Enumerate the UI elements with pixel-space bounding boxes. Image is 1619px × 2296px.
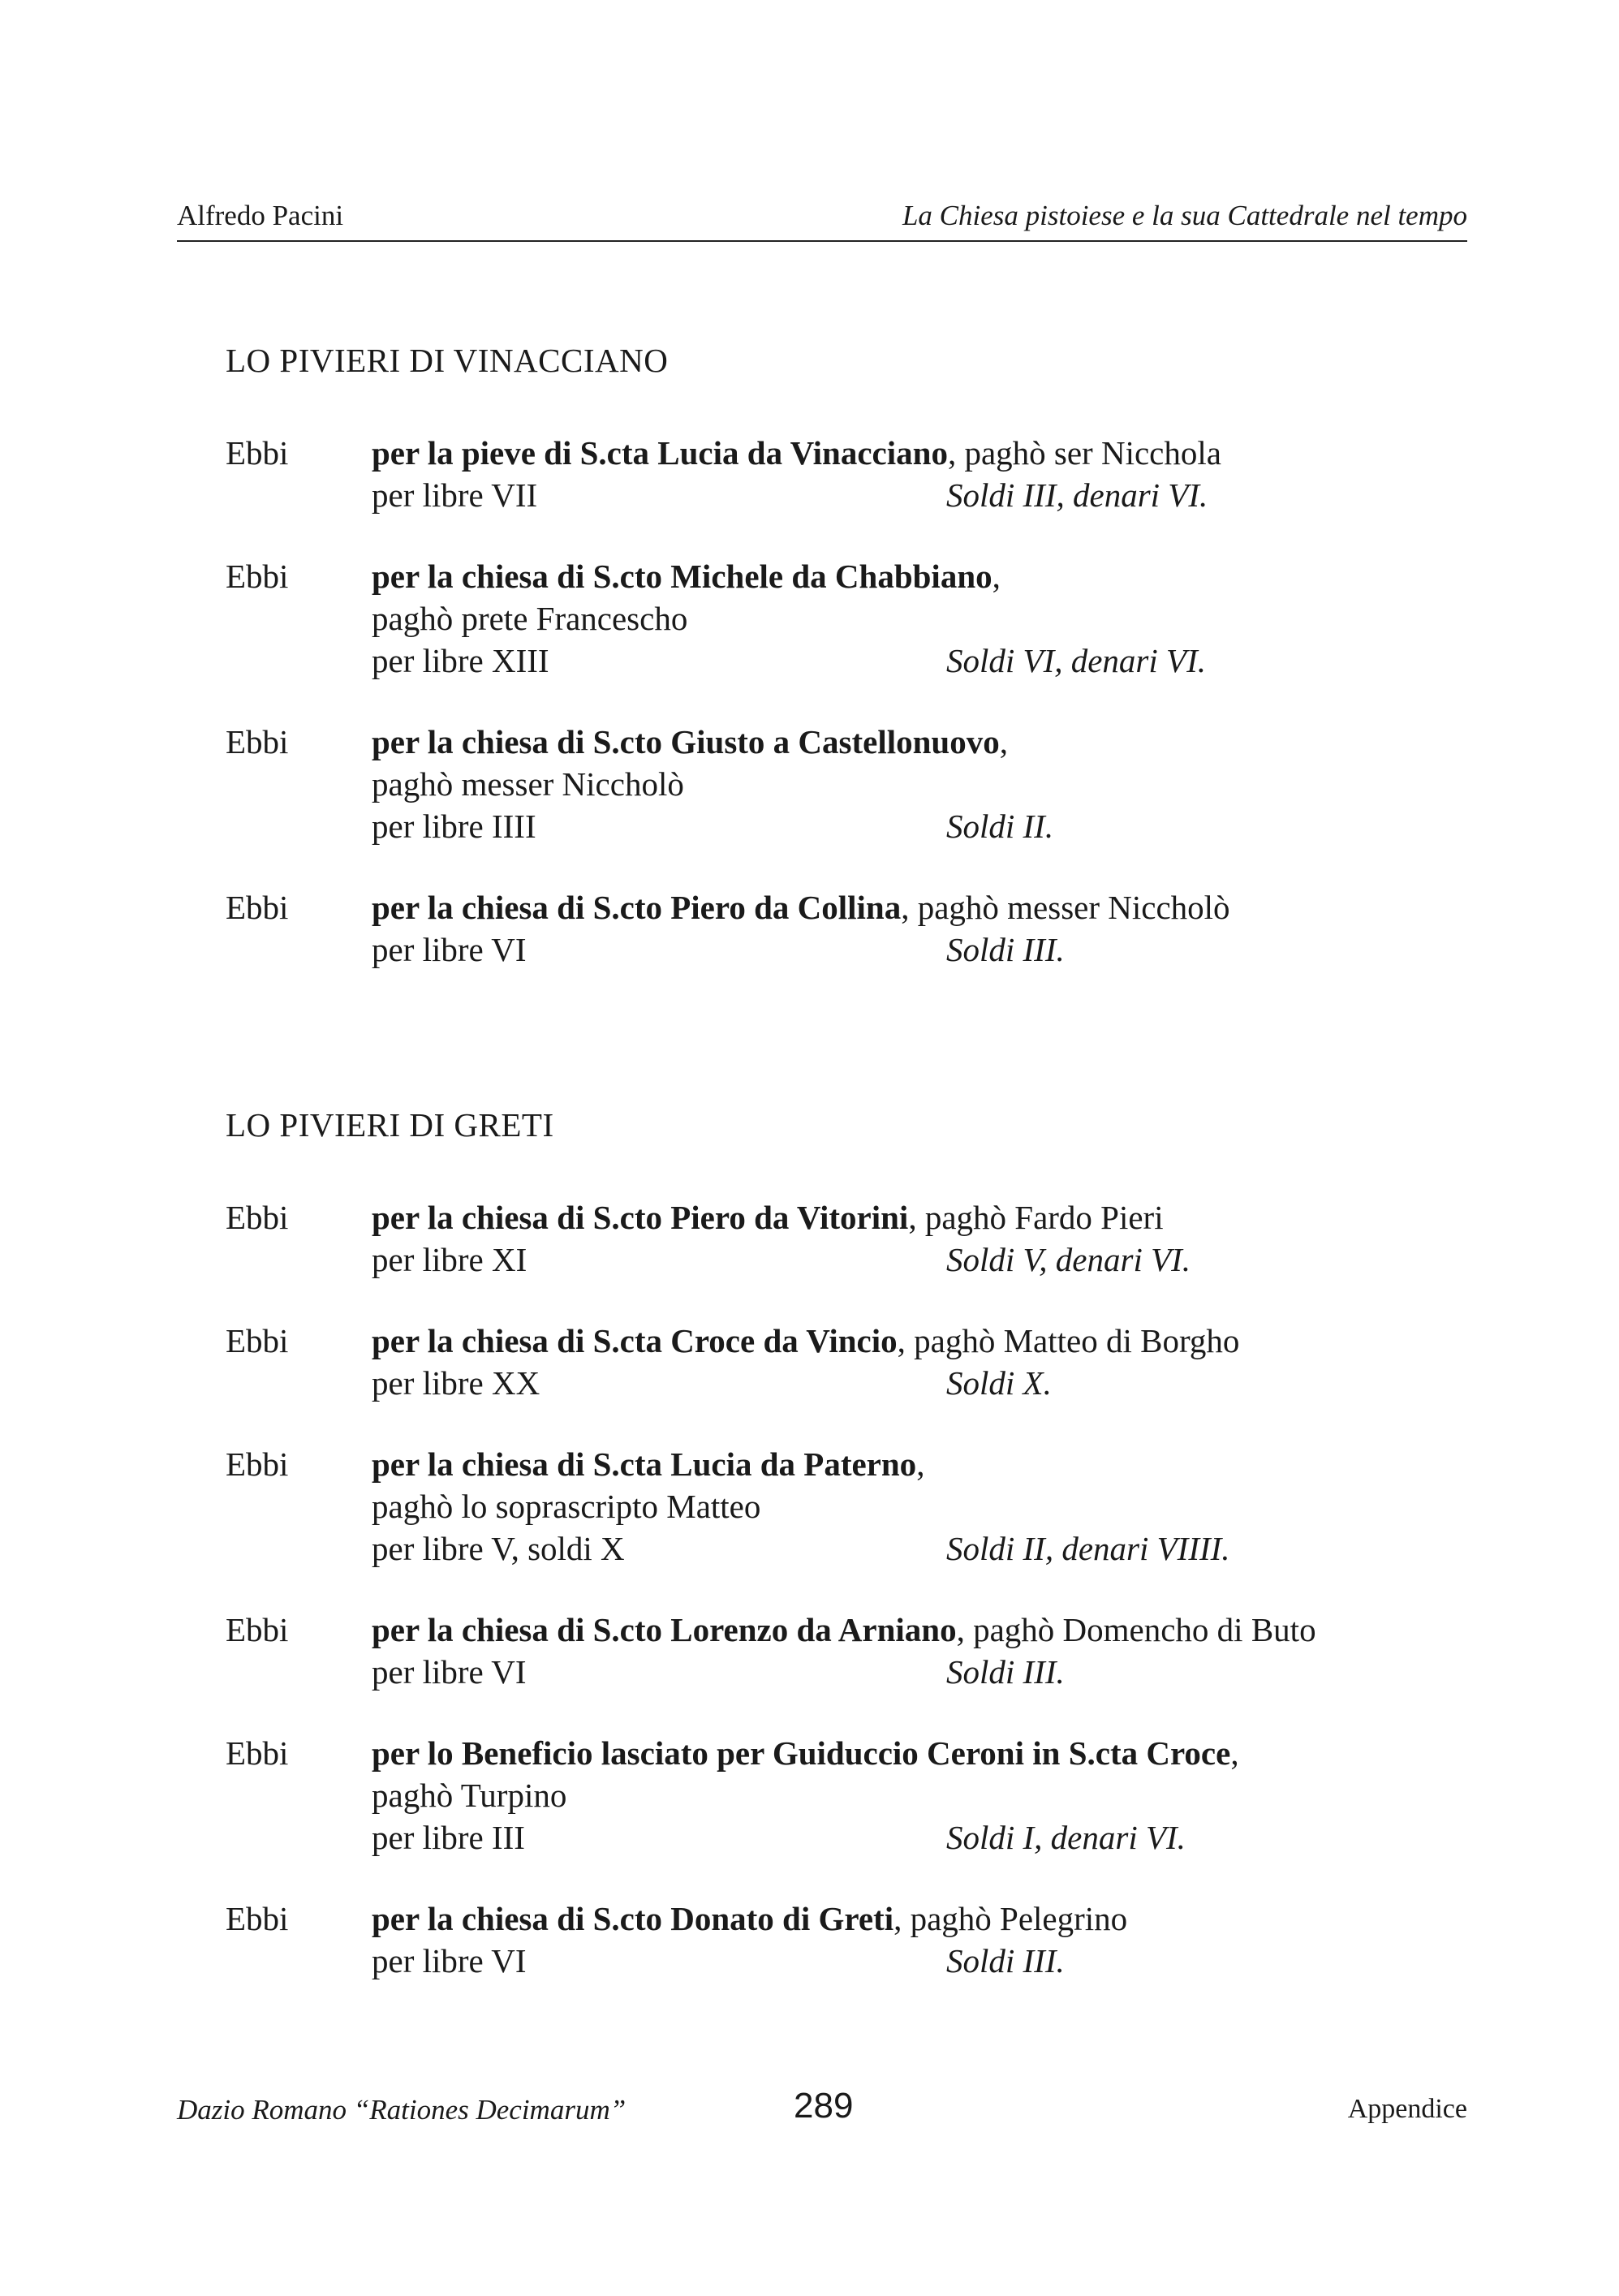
- entry-payer: , paghò Matteo di Borgho: [897, 1322, 1240, 1359]
- entry-payer: , paghò Fardo Pieri: [908, 1199, 1164, 1236]
- entry-libre: per libre VI: [372, 1942, 527, 1979]
- entry-church: per la chiesa di S.cta Lucia da Paterno: [372, 1445, 917, 1483]
- entry-soldi: Soldi I, denari VI.: [946, 1819, 1186, 1856]
- entry-payer: , paghò messer Niccholò: [901, 889, 1230, 926]
- page-footer: [177, 2086, 1467, 2134]
- header-title: La Chiesa pistoiese e la sua Cattedrale nel tempo: [902, 200, 1467, 231]
- entry-church: per la chiesa di S.cto Piero da Collina: [372, 889, 902, 926]
- entry: [226, 1898, 1492, 1982]
- entry-lead: Ebbi: [226, 1445, 289, 1483]
- entry-lead: Ebbi: [226, 1322, 289, 1359]
- entry: [226, 1732, 1492, 1859]
- footer-section: Appendice: [1347, 2094, 1467, 2124]
- entry-lead: Ebbi: [226, 1734, 289, 1772]
- entry-payer-line: paghò prete Francescho: [372, 600, 688, 637]
- entry-church: per la chiesa di S.cto Lorenzo da Arniano: [372, 1611, 957, 1648]
- entry-soldi: Soldi X.: [946, 1364, 1052, 1402]
- entry-lead: Ebbi: [226, 1900, 289, 1937]
- entry-soldi: Soldi III.: [946, 931, 1065, 968]
- entry-payer-line: paghò Turpino: [372, 1777, 567, 1814]
- entry-church: per la chiesa di S.cta Croce da Vincio: [372, 1322, 898, 1359]
- entry: [226, 721, 1492, 847]
- entry-lead: Ebbi: [226, 558, 289, 595]
- entry: [226, 555, 1492, 682]
- entry-church: per la chiesa di S.cto Piero da Vitorini: [372, 1199, 909, 1236]
- entry-soldi: Soldi III, denari VI.: [946, 476, 1208, 514]
- entry-libre: per libre III: [372, 1819, 525, 1856]
- entry-soldi: Soldi II.: [946, 808, 1054, 845]
- entry-libre: per libre XIII: [372, 642, 549, 679]
- entry-libre: per libre XI: [372, 1241, 527, 1278]
- section-greti: [226, 1105, 1492, 2021]
- entry: [226, 1196, 1492, 1281]
- page-number: 289: [794, 2086, 854, 2126]
- entry-soldi: Soldi II, denari VIIII.: [946, 1530, 1230, 1567]
- entry-payer: ,: [1230, 1734, 1239, 1772]
- entry: [226, 1443, 1492, 1570]
- entry-church: per lo Beneficio lasciato per Guiduccio Ceroni in S.cta Croce: [372, 1734, 1231, 1772]
- entry-libre: per libre VII: [372, 476, 538, 514]
- entry-payer-line: paghò lo soprascripto Matteo: [372, 1488, 761, 1525]
- entry-payer: ,: [999, 723, 1008, 760]
- entry: [226, 1609, 1492, 1693]
- entry-payer: , paghò ser Nicchola: [947, 434, 1221, 472]
- entry-libre: per libre XX: [372, 1364, 540, 1402]
- entry-church: per la chiesa di S.cto Donato di Greti: [372, 1900, 894, 1937]
- entry-libre: per libre V, soldi X: [372, 1530, 625, 1567]
- entry: [226, 432, 1492, 516]
- entry-lead: Ebbi: [226, 1611, 289, 1648]
- header-author: Alfredo Pacini: [177, 200, 344, 231]
- entry-church: per la chiesa di S.cto Michele da Chabbiano: [372, 558, 992, 595]
- entry-libre: per libre VI: [372, 931, 527, 968]
- entry-church: per la pieve di S.cta Lucia da Vinacciano: [372, 434, 948, 472]
- entry-lead: Ebbi: [226, 723, 289, 760]
- entry-payer: , paghò Domencho di Buto: [956, 1611, 1316, 1648]
- entry-libre: per libre VI: [372, 1653, 527, 1691]
- section-title: LO PIVIERI DI GRETI: [226, 1106, 554, 1144]
- entry-church: per la chiesa di S.cto Giusto a Castellonuovo: [372, 723, 1000, 760]
- entry-libre: per libre IIII: [372, 808, 536, 845]
- entry: [226, 886, 1492, 971]
- entry: [226, 1320, 1492, 1404]
- entry-lead: Ebbi: [226, 434, 289, 472]
- footer-source: Dazio Romano “Rationes Decimarum”: [177, 2094, 627, 2126]
- entry-payer: ,: [916, 1445, 925, 1483]
- entry-soldi: Soldi VI, denari VI.: [946, 642, 1206, 679]
- entry-lead: Ebbi: [226, 889, 289, 926]
- entry-soldi: Soldi III.: [946, 1942, 1065, 1979]
- entry-payer-line: paghò messer Niccholò: [372, 765, 684, 803]
- running-head: [177, 195, 1467, 242]
- entry-payer: ,: [992, 558, 1001, 595]
- entry-lead: Ebbi: [226, 1199, 289, 1236]
- section-vinacciano: [226, 341, 1492, 1010]
- entry-payer: , paghò Pelegrino: [893, 1900, 1128, 1937]
- section-title: LO PIVIERI DI VINACCIANO: [226, 342, 669, 379]
- entry-soldi: Soldi III.: [946, 1653, 1065, 1691]
- entry-soldi: Soldi V, denari VI.: [946, 1241, 1191, 1278]
